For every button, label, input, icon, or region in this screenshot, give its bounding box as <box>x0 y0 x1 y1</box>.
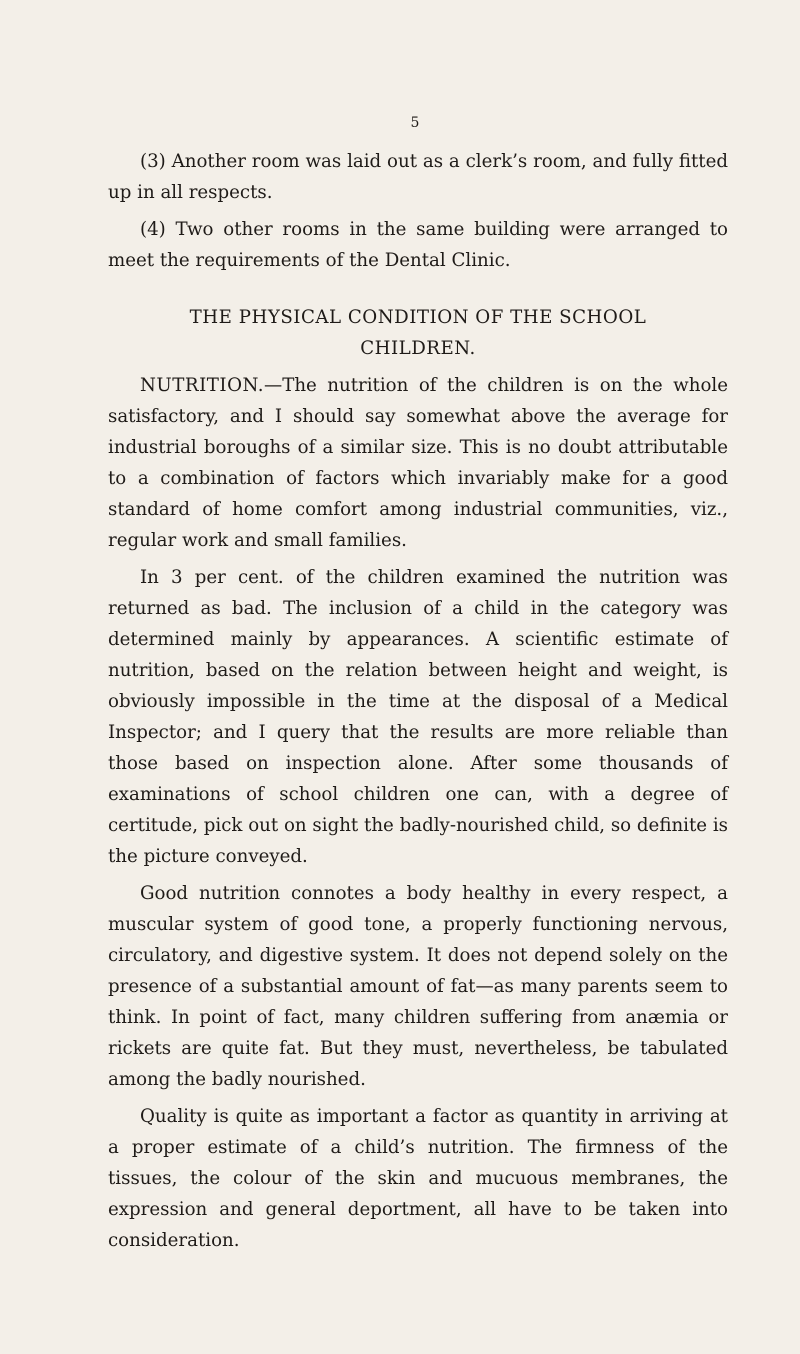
page-content <box>108 146 728 1256</box>
section-heading <box>108 302 728 364</box>
section-heading-line-1: THE PHYSICAL CONDITION OF THE SCHOOL <box>189 307 647 328</box>
body-paragraph-2: Good nutrition connotes a body healthy in every respect, a muscular system of good tone, a properly functioning nervous, circulatory, and digestive system. It does not depend solely on the presence of a substantial amount of fat—as many parents seem to think. In point of fact, many children suffering from anæmia or rickets are quite fat. But they must, nevertheless, be tabulated among the badly nourished. <box>108 883 728 1090</box>
body-paragraph-3: Quality is quite as important a factor as quantity in arriving at a proper estimate of a child’s nutrition. The firmness of the tissues, the colour of the skin and mucuous membranes, the expression and general deportment, all have to be taken into consideration. <box>108 1106 728 1251</box>
nutrition-lead: NUTRITION. <box>140 375 265 396</box>
nutrition-lead-rest: —The nutrition of the children is on the whole satisfactory, and I should say somewhat above the average for industrial boroughs of a similar size. This is no doubt attributable to a combination of factors which invariably make for a good standard of home comfort among industrial communities, viz., regular work and small families. <box>108 375 728 551</box>
page-number: 5 <box>410 115 420 131</box>
nutrition-paragraph <box>108 370 728 556</box>
intro-paragraph-3: (3) Another room was laid out as a clerk’s room, and fully fitted up in all respects. <box>108 151 728 203</box>
section-heading-line-2: CHILDREN. <box>360 338 476 359</box>
body-paragraph-1: In 3 per cent. of the children examined the nutrition was returned as bad. The inclusion of a child in the category was determined mainly by appearances. A scientific estimate of nutrition, based on the relation between height and weight, is obviously impossible in the time at the disposal of a Medical Inspector; and I query that the results are more reliable than those based on inspection alone. After some thousands of examinations of school children one can, with a degree of certitude, pick out on sight the badly-nourished child, so definite is the picture conveyed. <box>108 567 728 867</box>
intro-paragraph-4: (4) Two other rooms in the same building were arranged to meet the requirements of the Dental Clinic. <box>108 219 728 271</box>
